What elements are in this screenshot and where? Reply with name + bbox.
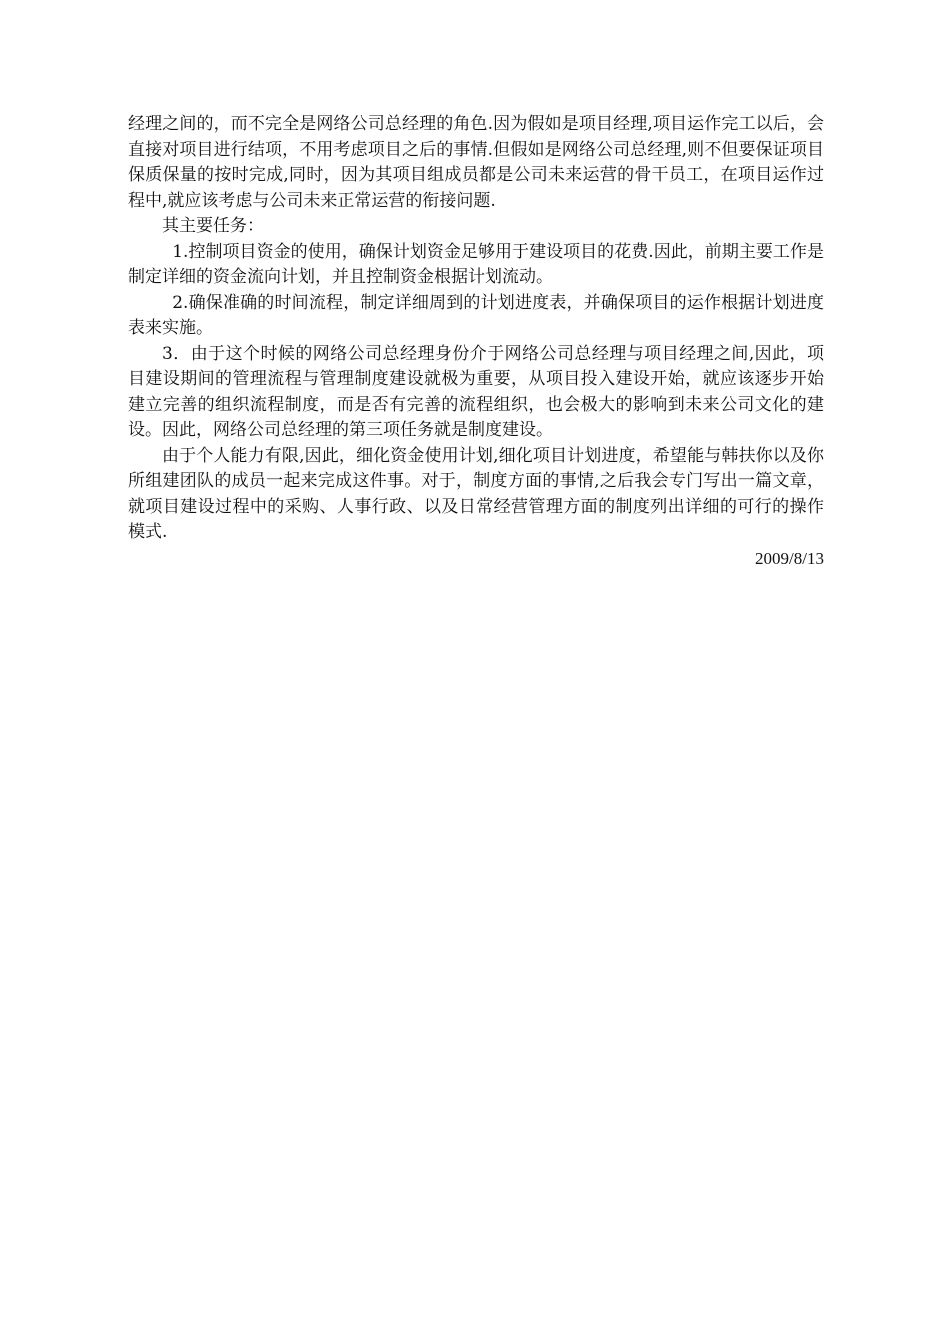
paragraph-closing: 由于个人能力有限,因此，细化资金使用计划,细化项目计划进度，希望能与韩扶你以及你所组建团队的成员一起来完成这件事。对于，制度方面的事情,之后我会专门写出一篇文章，就项目建设过程中的采购、人事行政、以及日常经营管理方面的制度列出详细的可行的操作模式. [128,445,824,542]
document-date: 2009/8/13 [755,548,824,568]
paragraph-task-1: 1.控制项目资金的使用，确保计划资金足够用于建设项目的花费.因此，前期主要工作是制定详细的资金流向计划，并且控制资金根据计划流动。 [128,241,824,287]
document-body [128,112,824,571]
paragraph-main-tasks-heading: 其主要任务： [162,216,264,236]
paragraph-task-2: 2.确保准确的时间流程，制定详细周到的计划进度表，并确保项目的运作根据计划进度表来实施。 [128,292,824,338]
paragraph-task-3: 3．由于这个时候的网络公司总经理身份介于网络公司总经理与项目经理之间,因此，项目建设期间的管理流程与管理制度建设就极为重要，从项目投入建设开始，就应该逐步开始建立完善的组织流程制度，而是否有完善的流程组织，也会极大的影响到未来公司文化的建设。因此，网络公司总经理的第三项任务就是制度建设。 [128,343,824,440]
paragraph-role-description: 经理之间的，而不完全是网络公司总经理的角色.因为假如是项目经理,项目运作完工以后，会直接对项目进行结项，不用考虑项目之后的事情.但假如是网络公司总经理,则不但要保证项目保质保量的按时完成,同时，因为其项目组成员都是公司未来运营的骨干员工，在项目运作过程中,就应该考虑与公司未来正常运营的衔接问题. [128,114,824,211]
